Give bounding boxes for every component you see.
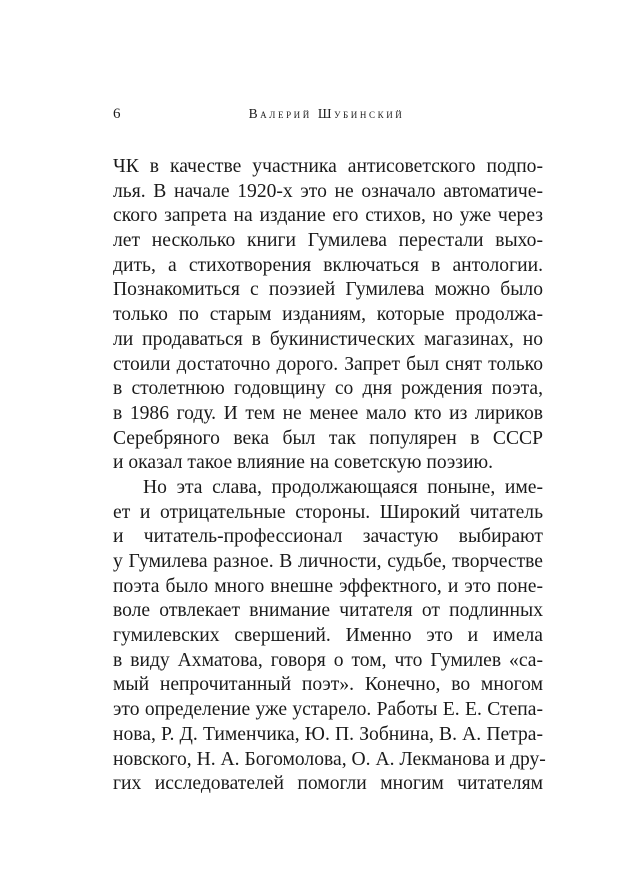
text-line: в 1986 году. И тем не менее мало кто из лириков (113, 402, 543, 424)
text-line: ЧК в качестве участника антисоветского подпо- (113, 156, 543, 177)
text-line: в виду Ахматова, говоря о том, что Гумилев «са- (113, 649, 543, 671)
text-line: нова, Р. Д. Тименчика, Ю. П. Зобнина, В. А. Петра- (113, 723, 543, 745)
text-line: у Гумилева разное. В личности, судьбе, творчестве (113, 551, 543, 572)
text-line: поэта было много внешне эффектного, и это поне- (113, 575, 543, 597)
running-head: Валерий Шубинский (248, 106, 405, 121)
text-line: стоили достаточно дорого. Запрет был снят только (113, 353, 543, 375)
text-line: дить, а стихотворения включаться в антологии. (113, 254, 543, 276)
text-line: это определение уже устарело. Работы Е. Е. Степа- (113, 699, 543, 721)
text-line: и оказал такое влияние на советскую поэзию. (113, 452, 494, 474)
text-line: гих исследователей помогли многим читателям (113, 773, 543, 795)
text-line: и читатель-профессионал зачастую выбирают (113, 526, 543, 548)
text-line: новского, Н. А. Богомолова, О. А. Лекманова и дру- (113, 748, 546, 770)
text-line: ли продаваться в букинистических магазинах, но (113, 328, 543, 350)
text-line: Познакомиться с поэзией Гумилева можно было (113, 279, 543, 301)
page-number: 6 (113, 106, 121, 122)
text-line: лья. В начале 1920-х это не означало автоматиче- (113, 180, 543, 202)
text-line: только по старым изданиям, которые продолжа- (113, 304, 543, 326)
text-line: Серебряного века был так популярен в СССР (113, 427, 543, 449)
text-line: гумилевских свершений. Именно это и имела (113, 625, 543, 647)
text-line: лет несколько книги Гумилева перестали выхо- (113, 230, 543, 252)
body-text (113, 155, 546, 797)
text-line: мый непрочитанный поэт». Конечно, во многом (113, 674, 543, 696)
text-line: ского запрета на издание его стихов, но уже через (113, 205, 543, 227)
text-line: Но эта слава, продолжающаяся поныне, име- (143, 476, 543, 498)
text-line: ет и отрицательные стороны. Широкий читатель (113, 501, 543, 523)
text-line: воле отвлекает внимание читателя от подлинных (113, 600, 543, 622)
text-line: в столетнюю годовщину со дня рождения поэта, (113, 378, 543, 400)
